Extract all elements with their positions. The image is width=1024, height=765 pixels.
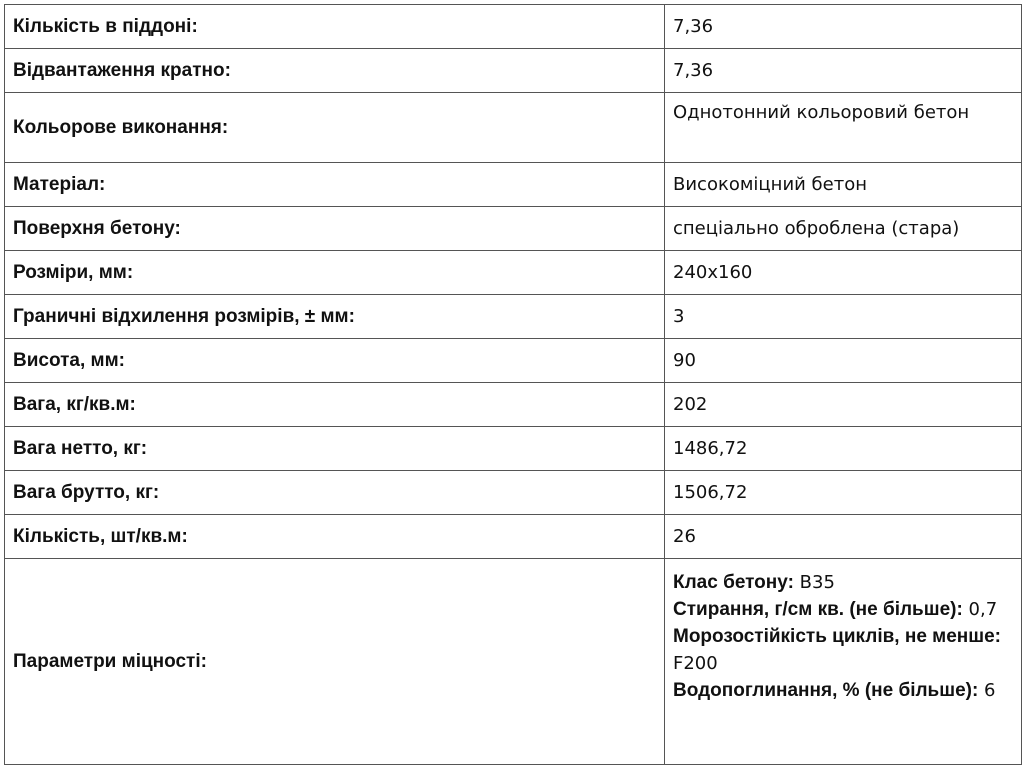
specifications-table [4, 4, 1022, 765]
spec-row-surface [5, 207, 1022, 251]
spec-row-gross-weight [5, 471, 1022, 515]
spec-label: Кольорове виконання: [5, 93, 665, 163]
spec-value: 26 [665, 515, 1022, 559]
spec-label: Кількість, шт/кв.м: [5, 515, 665, 559]
strength-key: Морозостійкість циклів, не менше: [673, 626, 1002, 647]
spec-row-pieces-per-sqm [5, 515, 1022, 559]
strength-key: Водопоглинання, % (не більше): [673, 680, 979, 701]
strength-key: Стирання, г/см кв. (не більше): [673, 599, 963, 620]
spec-label: Розміри, мм: [5, 251, 665, 295]
spec-value: 1486,72 [665, 427, 1022, 471]
spec-value: Однотонний кольоровий бетон [665, 93, 1022, 163]
spec-row-tolerance [5, 295, 1022, 339]
spec-label: Параметри міцності: [5, 559, 665, 765]
spec-row-dimensions [5, 251, 1022, 295]
spec-label: Матеріал: [5, 163, 665, 207]
spec-label: Граничні відхилення розмірів, ± мм: [5, 295, 665, 339]
spec-label: Відвантаження кратно: [5, 49, 665, 93]
strength-item-concrete-class [673, 569, 1019, 596]
spec-label: Вага нетто, кг: [5, 427, 665, 471]
spec-row-strength [5, 559, 1022, 765]
strength-item-water-absorption [673, 677, 1019, 704]
spec-label: Кількість в піддоні: [5, 5, 665, 49]
spec-row-pallet-quantity [5, 5, 1022, 49]
spec-row-color [5, 93, 1022, 163]
spec-value: 7,36 [665, 5, 1022, 49]
spec-value: Високоміцний бетон [665, 163, 1022, 207]
spec-value: спеціально оброблена (стара) [665, 207, 1022, 251]
spec-value: 7,36 [665, 49, 1022, 93]
strength-parameters [665, 559, 1022, 765]
strength-key: Клас бетону: [673, 572, 794, 593]
spec-label: Вага брутто, кг: [5, 471, 665, 515]
spec-value: 90 [665, 339, 1022, 383]
spec-row-net-weight [5, 427, 1022, 471]
spec-row-shipment-multiple [5, 49, 1022, 93]
spec-label: Висота, мм: [5, 339, 665, 383]
spec-label: Вага, кг/кв.м: [5, 383, 665, 427]
spec-row-material [5, 163, 1022, 207]
strength-item-abrasion [673, 596, 1019, 623]
spec-row-weight-per-sqm [5, 383, 1022, 427]
spec-value: 3 [665, 295, 1022, 339]
strength-value: 6 [984, 680, 996, 701]
spec-label: Поверхня бетону: [5, 207, 665, 251]
strength-value: B35 [799, 572, 835, 593]
spec-value: 240x160 [665, 251, 1022, 295]
spec-value: 202 [665, 383, 1022, 427]
strength-value: 0,7 [968, 599, 998, 620]
strength-value: F200 [673, 653, 718, 674]
spec-value: 1506,72 [665, 471, 1022, 515]
strength-item-frost-resistance [673, 623, 1019, 677]
spec-row-height [5, 339, 1022, 383]
